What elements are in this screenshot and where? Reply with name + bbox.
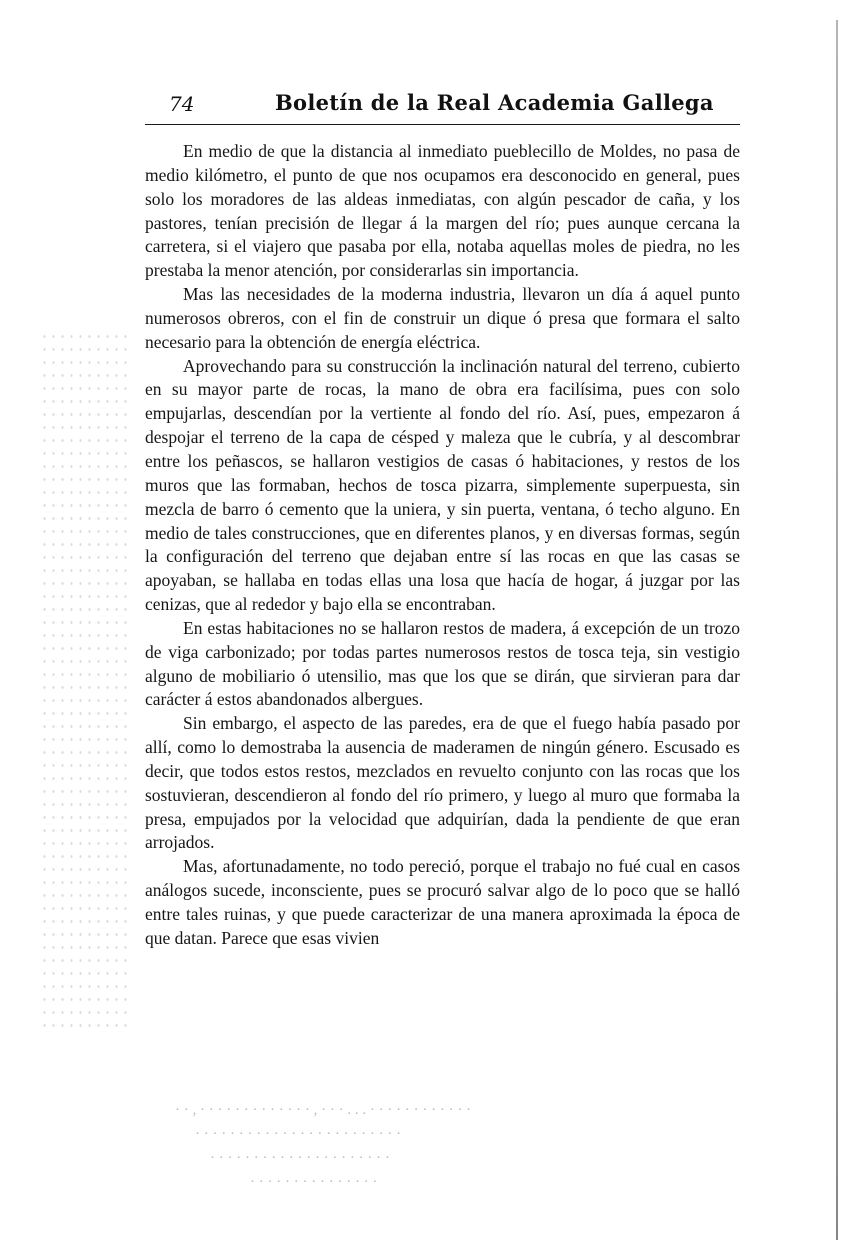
paragraph-2: Mas las necesidades de la moderna industria, llevaron un día á aquel punto numerosos obreros, con el fin de construir un dique ó presa que formara el salto necesario para la obtención de energía eléctrica.	[145, 284, 740, 352]
bleed-through-line-1: · · , · · · · · · · · · · · · · , · · · . . . · · · · · · · · · · · ·	[175, 1102, 472, 1118]
page-header	[145, 86, 740, 125]
page-edge-shadow	[836, 20, 838, 1240]
bleed-through-line-2: · · · · · · · · · · · · · · · · · · · · · · · ·	[195, 1126, 402, 1142]
paragraph-4: En estas habitaciones no se hallaron restos de madera, á excepción de un trozo de viga carbonizado; por todas partes numerosos restos de tosca teja, sin vestigio alguno de mobiliario ó utensilio, mas que los que se dirán, que sirvieran para dar carácter á estos abandonados albergues.	[145, 617, 740, 710]
paragraph-6: Mas, afortunadamente, no todo pereció, porque el trabajo no fué cual en casos análogos sucede, inconsciente, pues se procuró salvar algo de lo poco que se halló entre tales ruinas, y que puede caracterizar de una manera aproximada la época de que datan. Parece que esas vivien	[145, 856, 740, 948]
article-body	[145, 140, 740, 951]
paragraph-5: Sin embargo, el aspecto de las paredes, era de que el fuego había pasado por allí, como lo demostraba la ausencia de maderamen de ningún género. Escusado es decir, que todos estos restos, mezclados en revuelto conjunto con las rocas que los sostuvieran, descendieron al fondo del río primero, y luego al muro que formaba la presa, empujados por la velocidad que adquirían, dada la pendiente de que eran arrojados.	[145, 713, 740, 853]
running-title: Boletín de la Real Academia Gallega	[275, 90, 714, 115]
bleed-through-line-3: · · · · · · · · · · · · · · · · · · · · ·	[210, 1150, 390, 1166]
page-number: 74	[169, 92, 195, 116]
paragraph-3: Aprovechando para su construcción la inclinación natural del terreno, cubierto en su mayor parte de rocas, la mano de obra era facilísima, pues con solo empujarlas, descendían por la vertiente al fondo del río. Así, pues, empezaron á despojar el terreno de la capa de césped y maleza que le cubría, y al descombrar entre los peñascos, se hallaron vestigios de casas ó habitaciones, y restos de los muros que las formaban, hechos de tosca pizarra, simplemente superpuesta, sin mezcla de barro ó cemento que la uniera, y sin puerta, ventana, ó techo alguno. En medio de tales construcciones, que en diferentes planos, y en diversas formas, según la configuración del terreno que dejaban entre sí las rocas en que las casas se apoyaban, se hallaba en todas ellas una losa que hacía de hogar, á juzgar por las cenizas, que al rededor y bajo ella se encontraban.	[145, 355, 740, 615]
bleed-through-line-4: · · · · · · · · · · · · · · ·	[250, 1174, 378, 1190]
paragraph-1: En medio de que la distancia al inmediato pueblecillo de Moldes, no pasa de medio kilómetro, el punto de que nos ocupamos era desconocido en general, pues solo los moradores de las aldeas inmediatas, con algún pescador de caña, y los pastores, tenían precisión de llegar á la margen del río; pues aunque cercana la carretera, si el viajero que pasaba por ella, notaba aquellas moles de piedra, no les prestaba la menor atención, por considerarlas sin importancia.	[145, 141, 740, 281]
margin-bleed-through	[40, 330, 130, 1030]
